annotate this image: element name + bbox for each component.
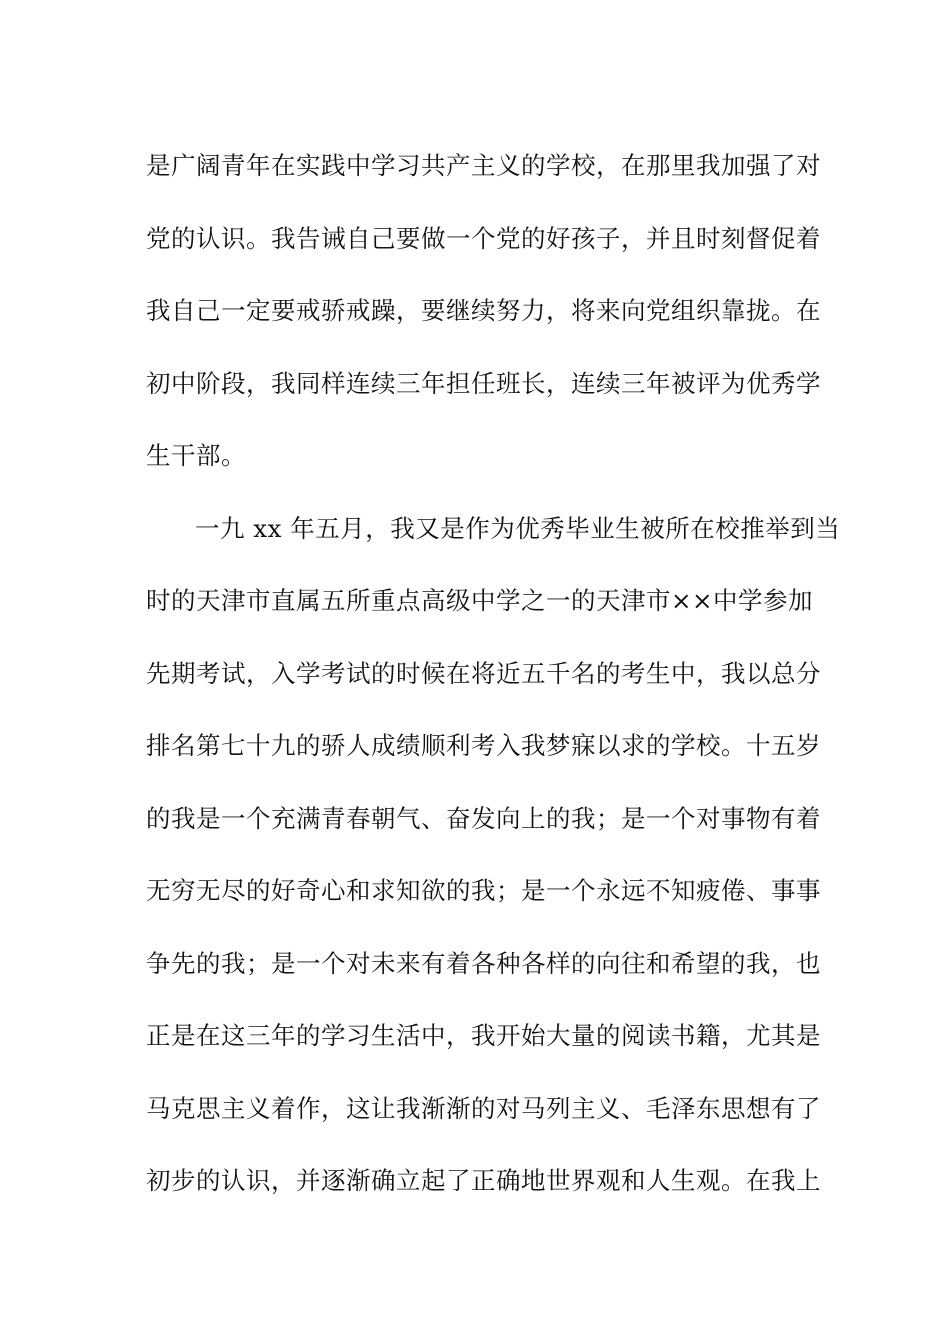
text-line: 无穷无尽的好奇心和求知欲的我；是一个永远不知疲倦、事事 bbox=[146, 876, 821, 905]
text-line: 党的认识。我告诫自己要做一个党的好孩子，并且时刻督促着 bbox=[146, 223, 821, 253]
document-body bbox=[146, 130, 841, 1218]
text-line: 我自己一定要戒骄戒躁，要继续努力，将来向党组织靠拢。在 bbox=[146, 296, 821, 325]
text-line: 排名第七十九的骄人成绩顺利考入我梦寐以求的学校。十五岁 bbox=[146, 731, 821, 760]
text-line: 争先的我；是一个对未来有着各种各样的向往和希望的我，也 bbox=[146, 948, 821, 978]
text-line: 初中阶段，我同样连续三年担任班长，连续三年被评为优秀学 bbox=[146, 368, 821, 398]
text-line: 的我是一个充满青春朝气、奋发向上的我；是一个对事物有着 bbox=[146, 803, 821, 833]
paragraph-2 bbox=[146, 493, 841, 1218]
text-line: 时的天津市直属五所重点高级中学之一的天津市××中学参加 bbox=[146, 586, 814, 615]
text-line: 马克思主义着作，这让我渐渐的对马列主义、毛泽东思想有了 bbox=[146, 1093, 821, 1123]
text-line: 先期考试，入学考试的时候在将近五千名的考生中，我以总分 bbox=[146, 658, 821, 688]
text-line: 生干部。 bbox=[146, 441, 246, 470]
text-line: 正是在这三年的学习生活中，我开始大量的阅读书籍，尤其是 bbox=[146, 1021, 821, 1050]
text-line: 是广阔青年在实践中学习共产主义的学校，在那里我加强了对 bbox=[146, 151, 821, 180]
text-line: 初步的认识，并逐渐确立起了正确地世界观和人生观。在我上 bbox=[146, 1166, 821, 1195]
text-line: 一九 xx 年五月，我又是作为优秀毕业生被所在校推举到当 bbox=[195, 513, 841, 543]
paragraph-1 bbox=[146, 130, 821, 493]
